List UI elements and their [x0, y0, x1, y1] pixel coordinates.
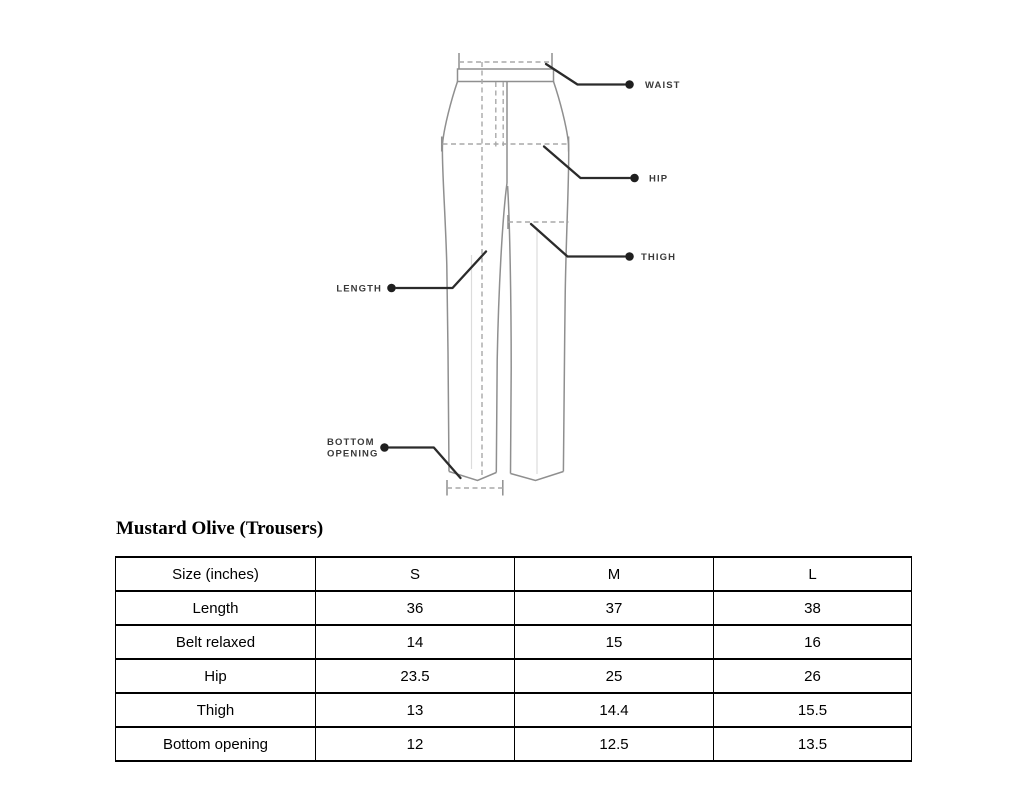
table-cell: 14.4: [515, 693, 714, 727]
hip-dot: [630, 174, 639, 183]
hip-leader-line: [544, 147, 630, 179]
inner-edge-right-leg: [508, 186, 512, 474]
table-cell: 36: [316, 591, 515, 625]
waist-dot: [625, 80, 634, 89]
bottom-opening-label-line2: OPENING: [327, 448, 379, 460]
table-cell: 38: [714, 591, 912, 625]
thigh-label: THIGH: [641, 252, 677, 263]
table-cell: 15.5: [714, 693, 912, 727]
table-cell: 25: [515, 659, 714, 693]
table-cell: 15: [515, 625, 714, 659]
bottom-opening-label-line1: BOTTOM: [327, 437, 375, 448]
leader-dots: [380, 80, 639, 452]
row-label: Hip: [116, 659, 316, 693]
table-row-thigh: [116, 693, 912, 727]
inner-edge-left-leg: [496, 183, 507, 473]
table-cell: 23.5: [316, 659, 515, 693]
table-cell: 14: [316, 625, 515, 659]
column-header-size: Size (inches): [116, 557, 316, 591]
table-row-length: [116, 591, 912, 625]
table-row-bottom-opening: [116, 727, 912, 761]
waist-leader-line: [546, 64, 625, 85]
table-row-hip: [116, 659, 912, 693]
row-label: Length: [116, 591, 316, 625]
length-label: LENGTH: [336, 283, 382, 295]
trousers-outline: [442, 53, 569, 496]
table-cell: 26: [714, 659, 912, 693]
row-label: Bottom opening: [116, 727, 316, 761]
measurement-dashed-lines: [443, 62, 569, 488]
table-cell: 12: [316, 727, 515, 761]
waistband: [458, 69, 554, 82]
table-cell: 16: [714, 625, 912, 659]
outer-edge-right: [554, 82, 569, 472]
hip-label: HIP: [649, 173, 669, 185]
row-label: Belt relaxed: [116, 625, 316, 659]
column-header-s: S: [316, 557, 515, 591]
outer-edge-left: [442, 82, 457, 472]
row-label: Thigh: [116, 693, 316, 727]
bottom-opening-leader-line: [390, 448, 461, 479]
bottom-opening-dot: [380, 443, 389, 452]
table-cell: 12.5: [515, 727, 714, 761]
leader-lines: [390, 64, 630, 478]
waist-label: WAIST: [645, 80, 681, 91]
column-header-m: M: [515, 557, 714, 591]
size-chart-table: [115, 556, 912, 762]
table-row-belt-relaxed: [116, 625, 912, 659]
table-header-row: [116, 557, 912, 591]
table-cell: 13.5: [714, 727, 912, 761]
table-cell: 37: [515, 591, 714, 625]
page-title: Mustard Olive (Trousers): [116, 518, 324, 539]
column-header-l: L: [714, 557, 912, 591]
thigh-leader-line: [531, 224, 625, 257]
thigh-dot: [625, 252, 634, 261]
table-cell: 13: [316, 693, 515, 727]
length-leader-line: [397, 252, 487, 289]
length-dot: [387, 284, 396, 293]
